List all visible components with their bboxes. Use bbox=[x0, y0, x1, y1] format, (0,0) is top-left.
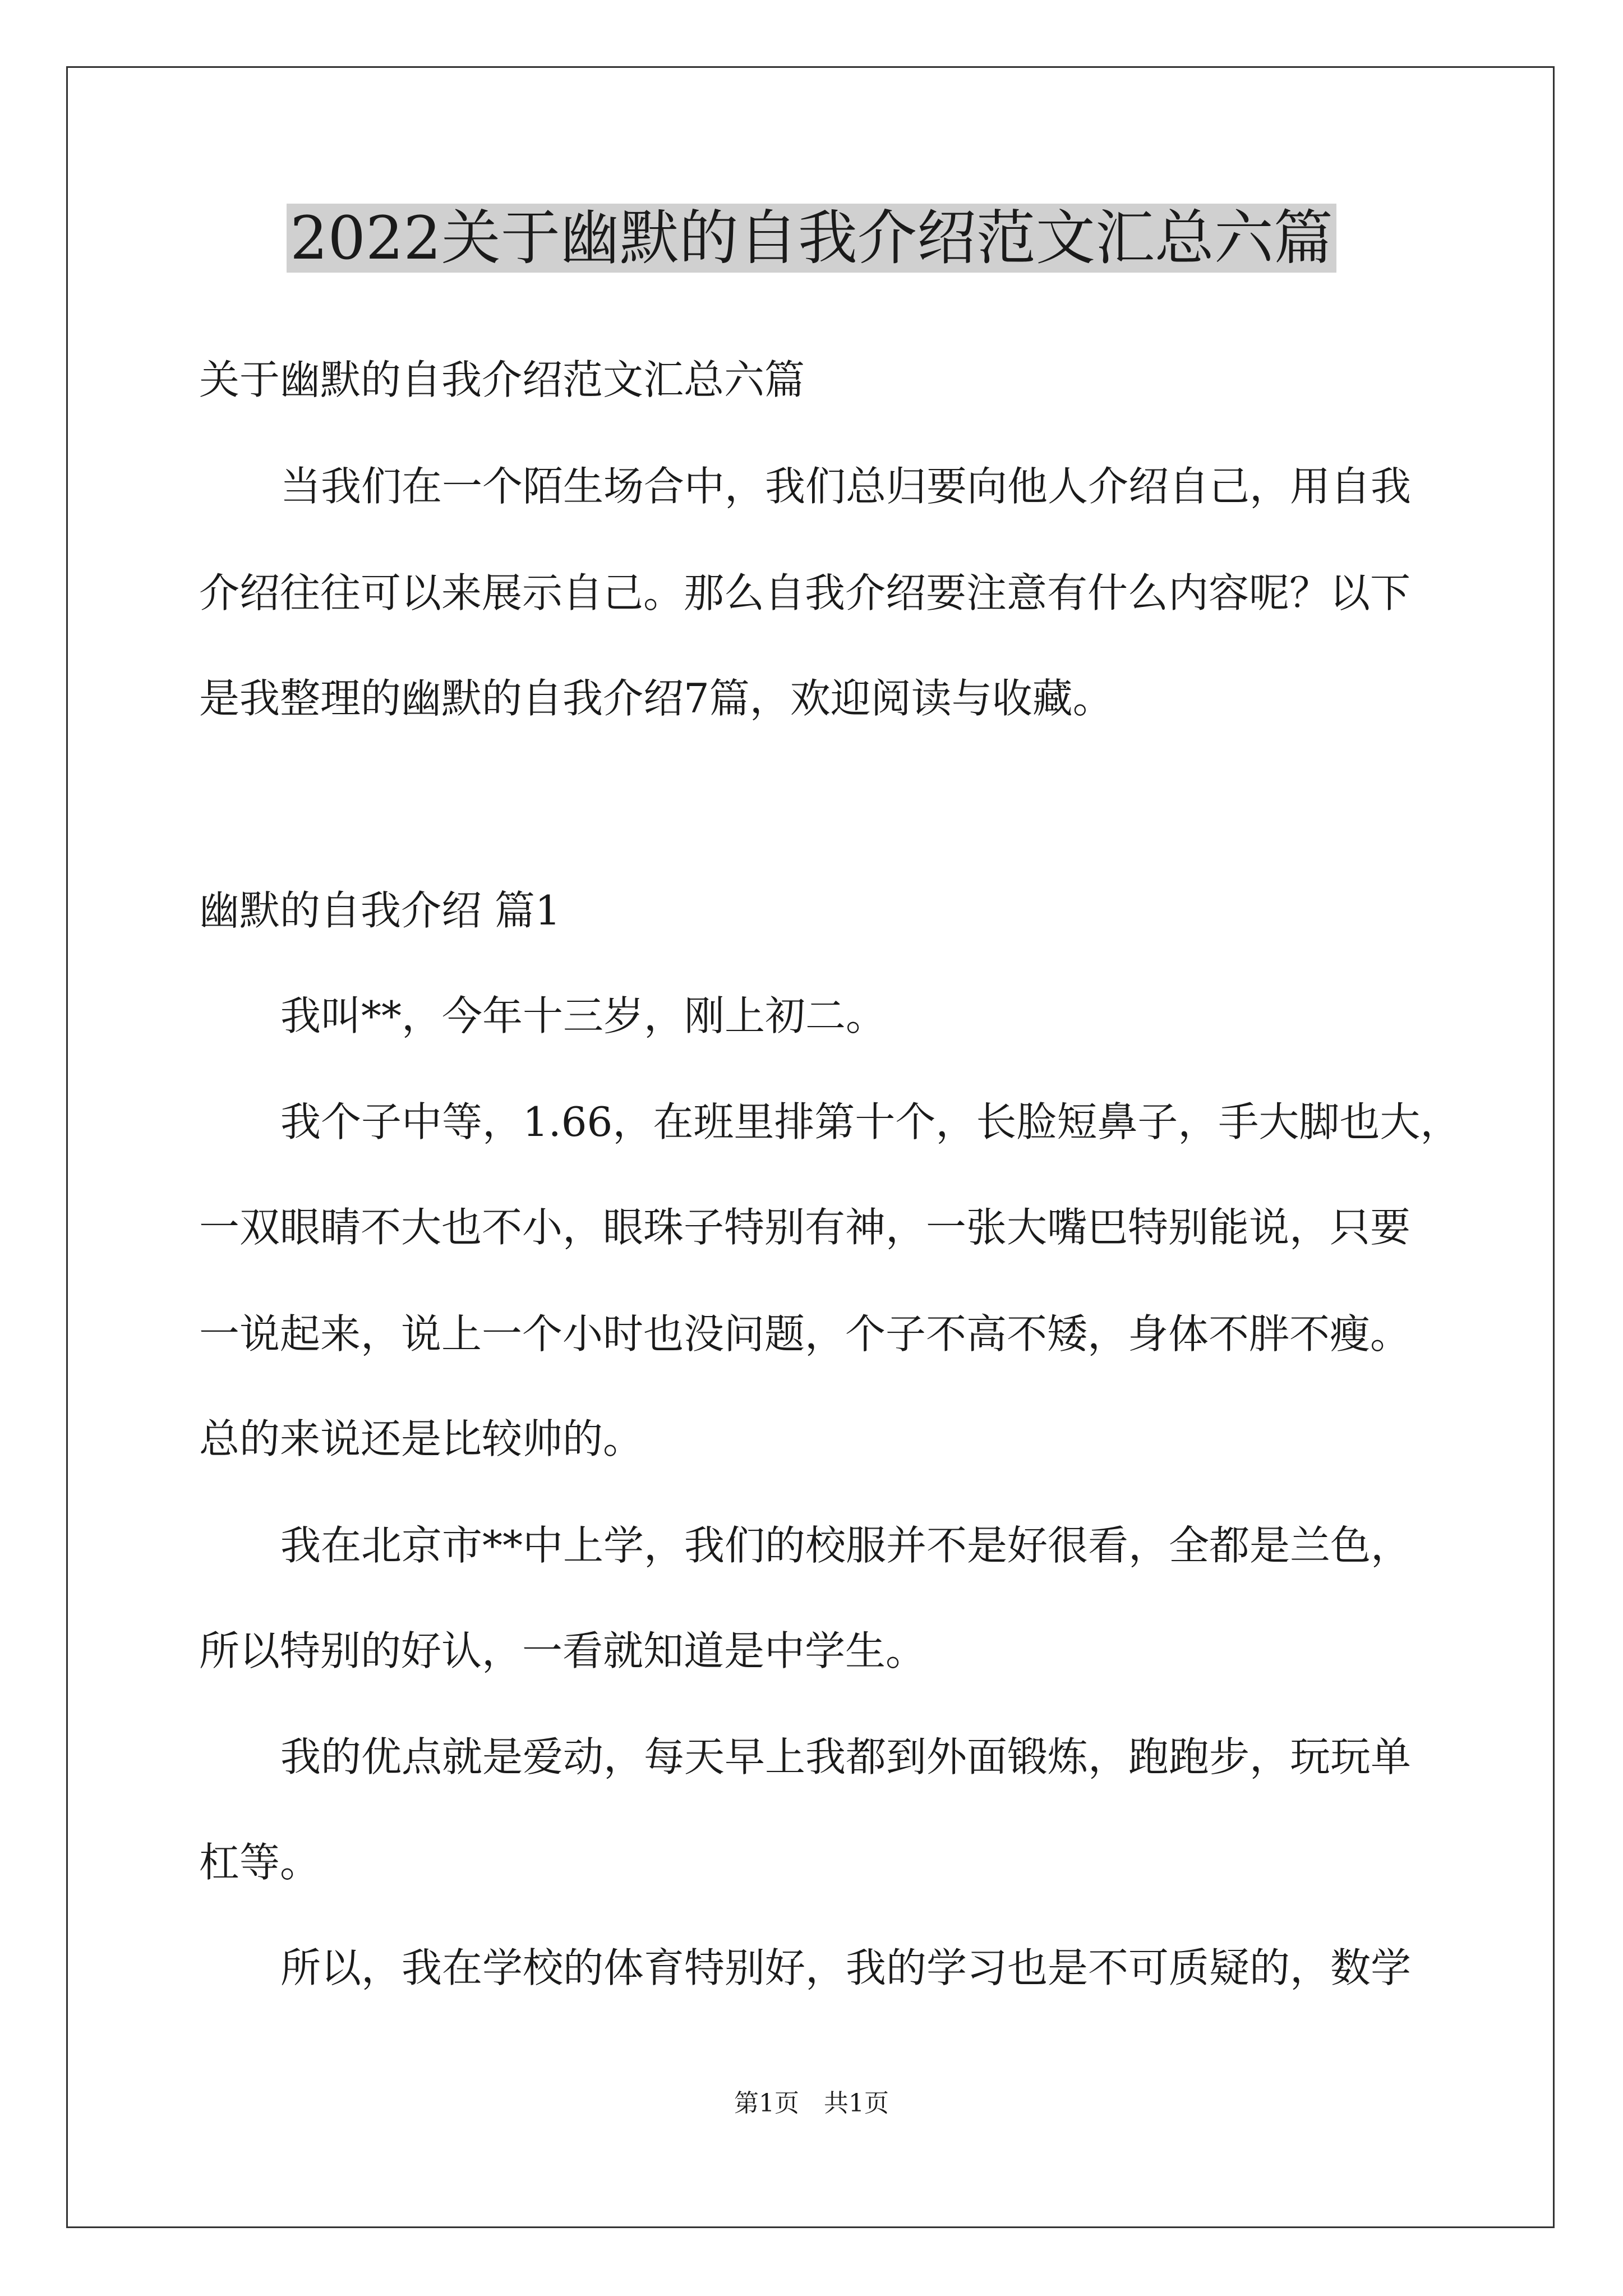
paragraph-line: 我在北京市**中上学，我们的校服并不是好很看，全都是兰色， bbox=[280, 1522, 1412, 1569]
page-number: 第1页 共1页 bbox=[734, 2089, 889, 2118]
paragraph-line: 所以，我在学校的体育特别好，我的学习也是不可质疑的，数学 bbox=[280, 1944, 1412, 1991]
document-subtitle: 关于幽默的自我介绍范文汇总六篇 bbox=[199, 356, 805, 403]
intro-line-3: 是我整理的幽默的自我介绍7篇，欢迎阅读与收藏。 bbox=[199, 675, 1113, 722]
paragraph-line: 我的优点就是爱动，每天早上我都到外面锻炼，跑跑步，玩玩单 bbox=[280, 1733, 1412, 1780]
paragraph-line: 我叫**，今年十三岁，刚上初二。 bbox=[280, 992, 887, 1039]
paragraph-line: 总的来说还是比较帅的。 bbox=[199, 1415, 644, 1462]
paragraph-line: 所以特别的好认，一看就知道是中学生。 bbox=[199, 1627, 926, 1674]
document-title-text: 2022关于幽默的自我介绍范文汇总六篇 bbox=[287, 204, 1336, 273]
section-heading: 幽默的自我介绍 篇1 bbox=[199, 887, 561, 934]
paragraph-line: 一说起来，说上一个小时也没问题，个子不高不矮，身体不胖不瘦。 bbox=[199, 1310, 1411, 1358]
intro-line-1: 当我们在一个陌生场合中，我们总归要向他人介绍自己，用自我 bbox=[280, 463, 1412, 510]
paragraph-line: 一双眼睛不大也不小，眼珠子特别有神，一张大嘴巴特别能说，只要 bbox=[199, 1204, 1411, 1251]
document-title bbox=[0, 196, 1623, 280]
paragraph-line: 我个子中等，1.66，在班里排第十个，长脸短鼻子，手大脚也大， bbox=[280, 1098, 1461, 1145]
paragraph-line: 杠等。 bbox=[199, 1839, 321, 1886]
page-footer bbox=[0, 2087, 1623, 2120]
intro-line-2: 介绍往往可以来展示自己。那么自我介绍要注意有什么内容呢？以下 bbox=[199, 569, 1411, 616]
